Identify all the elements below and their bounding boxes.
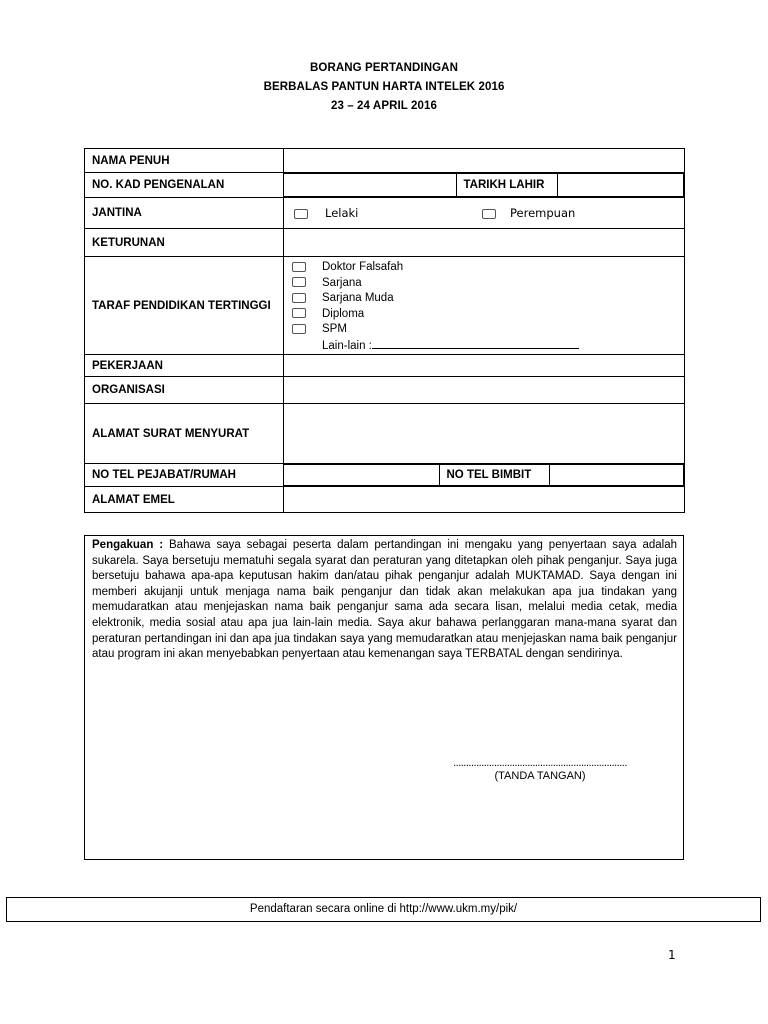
option-lelaki[interactable]: [294, 206, 358, 220]
option-label: Diploma: [322, 307, 365, 320]
declaration-text: Bahawa saya sebagai peserta dalam pertandingan ini mengaku yang penyertaan saya adalah sukarela. Saya bersetuju mematuhi segala syarat dan peraturan yang ditetapkan oleh pihak penganjur. Saya juga bersetuju bahawa apa-apa keputusan hakim dan/atau pihak penganjur adalah MUKTAMAD. Saya dengan ini memberi akujanji untuk menjaga nama baik penganjur dan tidak akan melakukan apa jua tindakan yang memudaratkan atau menjejaskan nama baik penganjur sama ada secara lisan, melalui media cetak, media elektronik, media sosial atau apa jua lain-lain media. Saya akur bahawa perlanggaran mana-mana syarat dan peraturan pertandingan ini dan apa jua tindakan saya yang memudaratkan atau menjejaskan nama baik penganjur atau program ini akan menyebabkan penyertaan atau kemenangan saya TERBATAL dengan sendirinya.: [92, 539, 677, 661]
label-nama-penuh: NAMA PENUH: [85, 149, 284, 173]
label-alamat-emel: ALAMAT EMEL: [85, 487, 284, 513]
checkbox-doktor-falsafah[interactable]: [292, 262, 306, 272]
education-options: [284, 257, 684, 354]
option-label: SPM: [322, 323, 347, 335]
row-taraf-pendidikan: [85, 257, 685, 355]
event-name: BERBALAS PANTUN HARTA INTELEK 2016: [263, 81, 505, 93]
row-kad-pengenalan: [85, 173, 685, 198]
field-lain-lain[interactable]: [372, 338, 579, 349]
online-registration-text[interactable]: Pendaftaran secara online di http://www.ukm.my/pik/: [249, 903, 518, 915]
row-pekerjaan: [85, 355, 685, 377]
field-pekerjaan[interactable]: [284, 355, 685, 377]
online-registration-box: [6, 897, 761, 922]
field-kad-pengenalan[interactable]: [284, 174, 456, 197]
option-lain-lain-label: Lain-lain :: [322, 339, 372, 352]
row-alamat-emel: [85, 487, 685, 513]
field-no-tel-pejabat[interactable]: [284, 465, 439, 486]
label-pekerjaan: PEKERJAAN: [85, 355, 284, 377]
row-alamat-surat: [85, 404, 685, 464]
label-no-tel-pejabat: NO TEL PEJABAT/RUMAH: [85, 464, 284, 487]
declaration-heading: Pengakuan :: [92, 539, 164, 551]
option-sarjana-muda[interactable]: [292, 291, 684, 307]
option-label: Sarjana: [322, 276, 362, 289]
row-kad-value-cell: [284, 173, 685, 198]
option-lain-lain[interactable]: [292, 338, 684, 355]
field-keturunan[interactable]: [284, 229, 685, 257]
declaration-paragraph: [92, 538, 677, 663]
row-nama-penuh: [85, 149, 685, 173]
field-no-tel-bimbit[interactable]: [549, 465, 684, 486]
option-spm[interactable]: [292, 322, 684, 338]
field-taraf-pendidikan: [284, 257, 685, 355]
option-perempuan-label: Perempuan: [510, 206, 576, 220]
field-alamat-emel[interactable]: [284, 487, 685, 513]
label-kad-pengenalan: NO. KAD PENGENALAN: [85, 173, 284, 198]
no-tel-value-cell: [284, 464, 685, 487]
page-number: 1: [668, 948, 676, 962]
label-no-tel-bimbit: NO TEL BIMBIT: [439, 465, 549, 486]
option-sarjana[interactable]: [292, 276, 684, 292]
event-date: 23 – 24 APRIL 2016: [330, 100, 437, 112]
checkbox-spm[interactable]: [292, 324, 306, 334]
option-label: Doktor Falsafah: [322, 261, 404, 273]
label-taraf-pendidikan: TARAF PENDIDIKAN TERTINGGI: [85, 257, 284, 355]
row-no-tel: [85, 464, 685, 487]
checkbox-perempuan[interactable]: [482, 209, 496, 219]
label-jantina: JANTINA: [85, 198, 284, 229]
field-tarikh-lahir[interactable]: [557, 174, 684, 197]
row-jantina: [85, 198, 685, 229]
option-perempuan[interactable]: [482, 206, 575, 220]
tel-inner-table: [284, 464, 684, 486]
field-organisasi[interactable]: [284, 377, 685, 404]
kad-inner-table: [284, 173, 684, 197]
signature-label: (TANDA TANGAN): [494, 770, 586, 782]
label-keturunan: KETURUNAN: [85, 229, 284, 257]
row-organisasi: [85, 377, 685, 404]
option-doktor-falsafah[interactable]: [292, 260, 684, 276]
declaration-box: [84, 535, 684, 860]
checkbox-diploma[interactable]: [292, 308, 306, 318]
row-keturunan: [85, 229, 685, 257]
field-jantina: [284, 198, 685, 229]
option-label: Sarjana Muda: [322, 292, 394, 304]
field-alamat-surat[interactable]: [284, 404, 685, 464]
label-alamat-surat: ALAMAT SURAT MENYURAT: [85, 404, 284, 464]
registration-form-table: [84, 148, 685, 513]
label-organisasi: ORGANISASI: [85, 377, 284, 404]
form-title: BORANG PERTANDINGAN: [310, 62, 458, 74]
checkbox-sarjana[interactable]: [292, 277, 306, 287]
checkbox-lelaki[interactable]: [294, 209, 308, 219]
option-lelaki-label: Lelaki: [325, 206, 359, 220]
checkbox-sarjana-muda[interactable]: [292, 293, 306, 303]
signature-line[interactable]: ....................................................................: [453, 757, 627, 769]
field-nama-penuh[interactable]: [284, 149, 685, 173]
option-diploma[interactable]: [292, 307, 684, 323]
form-header: [0, 59, 768, 116]
label-tarikh-lahir: TARIKH LAHIR: [456, 174, 557, 197]
